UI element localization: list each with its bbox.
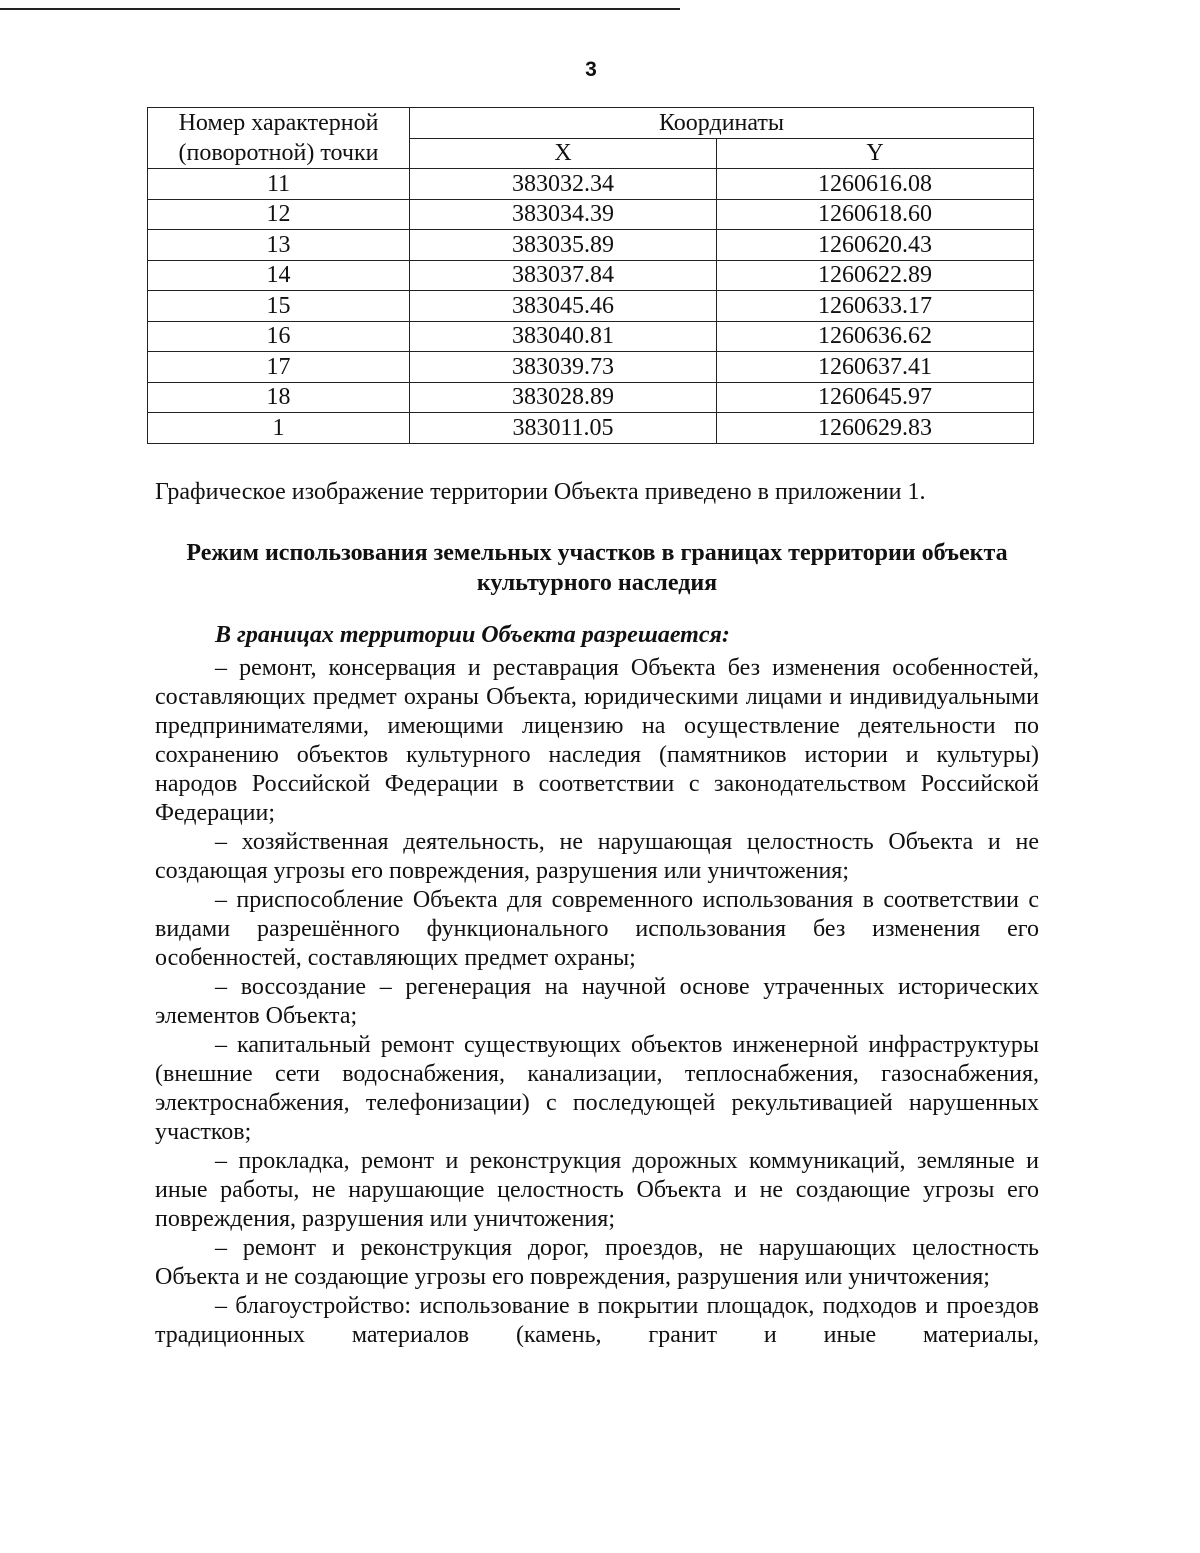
coord-x: 383028.89 xyxy=(410,382,717,413)
list-item: – ремонт и реконструкция дорог, проездов, не нарушающих целостность Объекта и не создающие угрозы его повреждения, разрушения или уничтожения; xyxy=(155,1235,1039,1290)
point-number: 16 xyxy=(148,321,410,352)
permitted-subheading: В границах территории Объекта разрешается: xyxy=(215,622,730,648)
coord-x: 383040.81 xyxy=(410,321,717,352)
list-item: – воссоздание – регенерация на научной основе утраченных исторических элементов Объекта; xyxy=(155,974,1039,1029)
list-item: – ремонт, консервация и реставрация Объекта без изменения особенностей, составляющих предмет охраны Объекта, юридическими лицами и индивидуальными предпринимателями, имеющими лицензию на осуществление деятельности по сохранению объектов культурного наследия (памятников истории и культуры) народов Российской Федерации в соответствии с законодательством Российской Федерации; xyxy=(155,655,1039,826)
coordinates-table xyxy=(147,107,1034,444)
coord-y: 1260618.60 xyxy=(717,199,1034,230)
coord-y: 1260629.83 xyxy=(717,413,1034,444)
list-item: – капитальный ремонт существующих объектов инженерной инфраструктуры (внешние сети водоснабжения, канализации, теплоснабжения, газоснабжения, электроснабжения, телефонизации) с последующей рекультивацией нарушенных участков; xyxy=(155,1032,1039,1145)
header-x: X xyxy=(410,138,717,169)
coord-y: 1260616.08 xyxy=(717,169,1034,200)
list-item: – благоустройство: использование в покрытии площадок, подходов и проездов традиционных материалов (камень, гранит и иные материалы, xyxy=(155,1293,1039,1348)
table-row xyxy=(148,169,1034,200)
page-number: 3 xyxy=(585,58,597,81)
point-number: 14 xyxy=(148,260,410,291)
coord-y: 1260622.89 xyxy=(717,260,1034,291)
header-point-number: Номер характерной (поворотной) точки xyxy=(148,108,410,169)
coord-x: 383045.46 xyxy=(410,291,717,322)
coord-y: 1260633.17 xyxy=(717,291,1034,322)
coord-x: 383011.05 xyxy=(410,413,717,444)
point-number: 17 xyxy=(148,352,410,383)
coord-y: 1260636.62 xyxy=(717,321,1034,352)
permitted-list xyxy=(155,654,1039,1350)
table-row xyxy=(148,352,1034,383)
list-item: – приспособление Объекта для современного использования в соответствии с видами разрешённого функционального использования без изменения его особенностей, составляющих предмет охраны; xyxy=(155,887,1039,971)
table-row xyxy=(148,321,1034,352)
point-number: 15 xyxy=(148,291,410,322)
table-row xyxy=(148,291,1034,322)
list-item: – прокладка, ремонт и реконструкция дорожных коммуникаций, земляные и иные работы, не нарушающие целостность Объекта и не создающие угрозы его повреждения, разрушения или уничтожения; xyxy=(155,1148,1039,1232)
point-number: 11 xyxy=(148,169,410,200)
header-y: Y xyxy=(717,138,1034,169)
header-coordinates: Координаты xyxy=(410,108,1034,139)
point-number: 1 xyxy=(148,413,410,444)
coord-x: 383039.73 xyxy=(410,352,717,383)
coord-x: 383037.84 xyxy=(410,260,717,291)
point-number: 12 xyxy=(148,199,410,230)
table-row xyxy=(148,260,1034,291)
coord-y: 1260620.43 xyxy=(717,230,1034,261)
table-row xyxy=(148,382,1034,413)
graphic-note: Графическое изображение территории Объекта приведено в приложении 1. xyxy=(155,479,926,505)
table-row xyxy=(148,199,1034,230)
point-number: 13 xyxy=(148,230,410,261)
table-row xyxy=(148,413,1034,444)
coord-y: 1260637.41 xyxy=(717,352,1034,383)
list-item: – хозяйственная деятельность, не нарушающая целостность Объекта и не создающая угрозы его повреждения, разрушения или уничтожения; xyxy=(155,829,1039,884)
table-row xyxy=(148,230,1034,261)
coord-x: 383032.34 xyxy=(410,169,717,200)
top-border-line xyxy=(0,8,680,10)
point-number: 18 xyxy=(148,382,410,413)
coord-y: 1260645.97 xyxy=(717,382,1034,413)
section-heading: Режим использования земельных участков в границах территории объекта культурного наследия xyxy=(186,540,1008,596)
coord-x: 383035.89 xyxy=(410,230,717,261)
coord-x: 383034.39 xyxy=(410,199,717,230)
